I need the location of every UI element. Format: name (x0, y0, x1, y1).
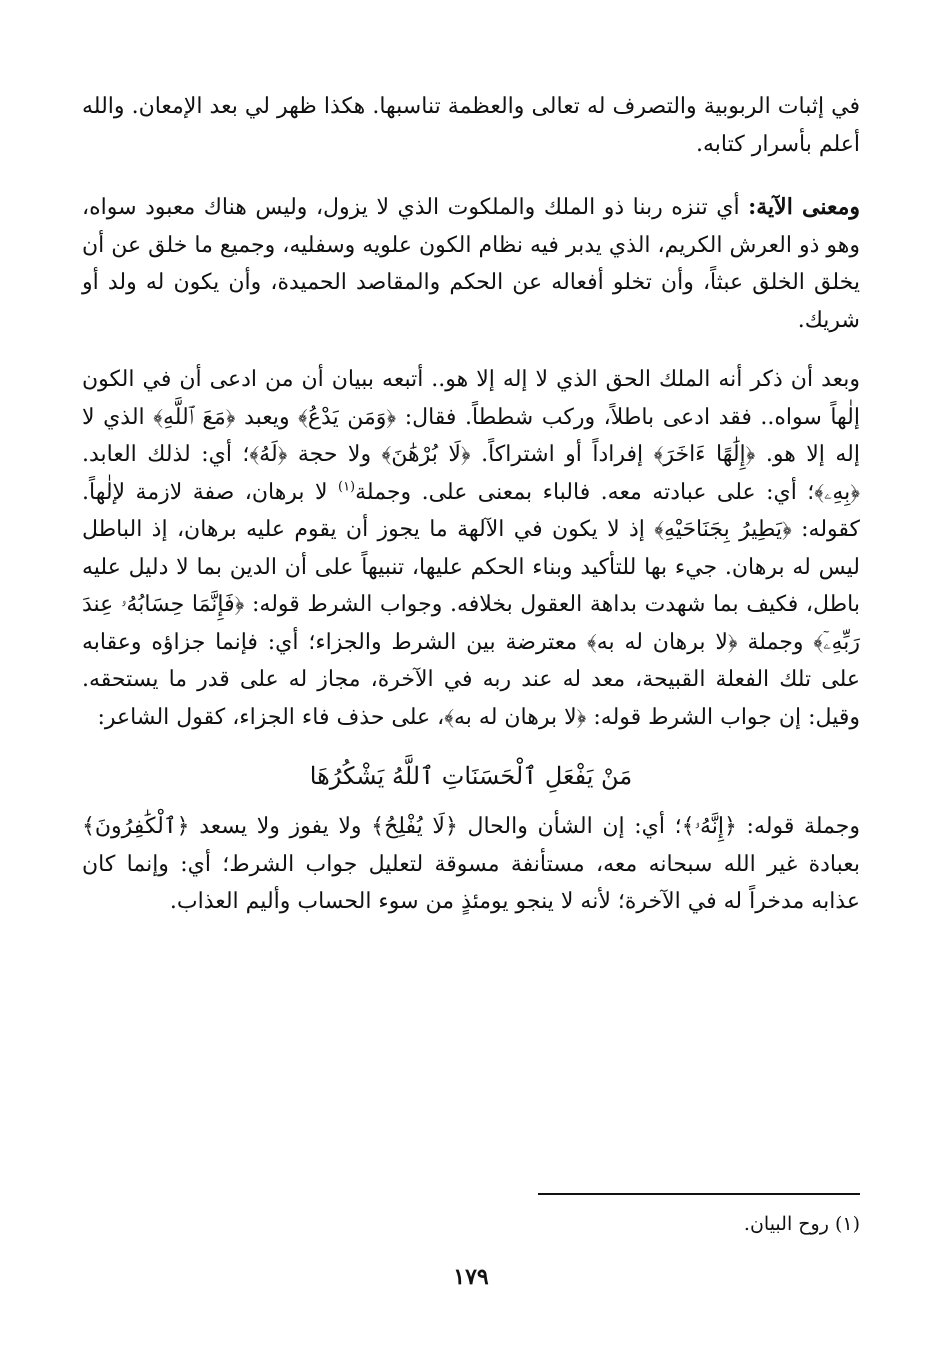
page-body (82, 88, 860, 943)
paragraph-3-part-1: وبعد أن ذكر أنه الملك الحق الذي لا إله إلا هو.. أتبعه ببيان أن من ادعى أن في الكون إلٰهاً سواه.. فقد ادعى باطلاً، وركب شططاً. فقال: ﴿وَمَن يَدْعُ﴾ ويعبد ﴿مَعَ ٱللَّهِ﴾ الذي لا إله إلا هو. ﴿إِلَٰهًا ءَاخَرَ﴾ إفراداً أو اشتراكاً. ﴿لَا بُرْهَٰنَ﴾ ولا حجة ﴿لَهُ﴾؛ أي: لذلك العابد. ﴿بِهِۦ﴾؛ أي: على عبادته معه. فالباء بمعنى على. وجملة (82, 367, 861, 505)
page-number: ١٧٩ (453, 1264, 489, 1290)
paragraph-3 (82, 361, 860, 736)
footnote-text: روح البيان. (743, 1213, 829, 1235)
paragraph-4: وجملة قوله: ﴿إِنَّهُۥ﴾؛ أي: إن الشأن والحال ﴿لَا يُفْلِحُ﴾ ولا يفوز ولا يسعد ﴿ٱلْكَٰفِرُونَ﴾ بعبادة غير الله سبحانه معه، مستأنفة مسوقة لتعليل جواب الشرط؛ أي: وإنما كان عذابه مدخراً له في الآخرة؛ لأنه لا ينجو يومئذٍ من سوء الحساب وأليم العذاب. (82, 814, 860, 914)
paragraph-2 (82, 189, 860, 339)
footnote (744, 1210, 860, 1238)
poetry-verse: مَنْ يَفْعَلِ ٱلْحَسَنَاتِ ٱللَّهُ يَشْكُرُهَا (309, 762, 633, 790)
footnote-divider (538, 1193, 860, 1195)
paragraph-2-body: أي تنزه ربنا ذو الملك والملكوت الذي لا يزول، وليس هناك معبود سواه، وهو ذو العرش الكريم، الذي يدبر فيه نظام الكون علويه وسفليه، وجميع ما خلق عن أن يخلق الخلق عبثاً، وأن تخلو أفعاله عن الحكم والمقاصد الحميدة، وأن يكون له ولد أو شريك. (82, 195, 860, 333)
paragraph-1: في إثبات الربوبية والتصرف له تعالى والعظمة تناسبها. هكذا ظهر لي بعد الإمعان. والله أعلم بأسرار كتابه. (82, 94, 860, 157)
paragraph-2-lead: ومعنى الآية: (748, 194, 860, 220)
paragraph-3-part-2: لا برهان، صفة لازمة لإلٰهاً. كقوله: ﴿يَطِيرُ بِجَنَاحَيْهِ﴾ إذ لا يكون في الآلهة ما يجوز أن يقوم عليه برهان، إذ الباطل ليس له برهان. جيء بها للتأكيد وبناء الحكم عليها، تنبيهاً على أن الدين بما لا دليل عليه باطل، فكيف بما شهدت بداهة العقول بخلافه. وجواب الشرط قوله: ﴿فَإِنَّمَا حِسَابُهُۥ عِندَ رَبِّهِۦٓ﴾ وجملة ﴿لا برهان له به﴾ معترضة بين الشرط والجزاء؛ أي: فإنما جزاؤه وعقابه على تلك الفعلة القبيحة، معد له عند ربه في الآخرة، مجاز له على قدر ما يستحقه. وقيل: إن جواب الشرط قوله: ﴿لا برهان له به﴾، على حذف فاء الجزاء، كقول الشاعر: (82, 479, 860, 730)
footnote-marker: (١) (834, 1213, 860, 1235)
footnote-reference: (١) (337, 479, 356, 495)
